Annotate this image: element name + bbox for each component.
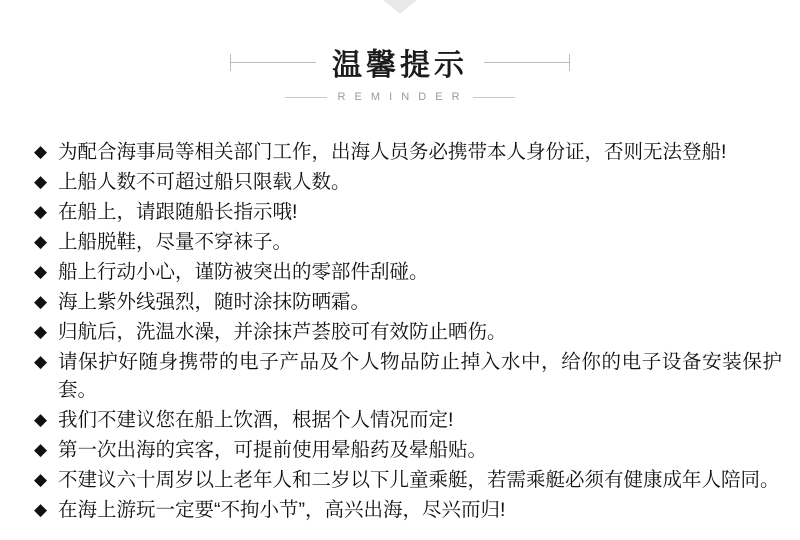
page-title: 温馨提示 <box>332 48 468 83</box>
list-item-text: 请保护好随身携带的电子产品及个人物品防止掉入水中，给你的电子设备安装保护套。 <box>58 351 782 401</box>
reminder-list <box>34 138 782 526</box>
subtitle-row <box>285 91 515 103</box>
list-item <box>34 436 782 464</box>
list-item-text: 在船上，请跟随船长指示哦! <box>58 201 298 223</box>
title-row <box>230 40 570 84</box>
list-item-text: 第一次出海的宾客，可提前使用晕船药及晕船贴。 <box>58 439 488 461</box>
diamond-bullet-icon: ◆ <box>34 262 48 281</box>
diamond-bullet-icon: ◆ <box>34 322 48 341</box>
list-item <box>34 466 782 494</box>
diamond-bullet-icon: ◆ <box>34 410 48 429</box>
page-header <box>0 40 800 103</box>
list-item-text: 上船人数不可超过船只限载人数。 <box>58 171 351 193</box>
diamond-bullet-icon: ◆ <box>34 292 48 311</box>
subtitle-line-right <box>473 97 515 98</box>
diamond-bullet-icon: ◆ <box>34 500 48 519</box>
diamond-bullet-icon: ◆ <box>34 172 48 191</box>
diamond-bullet-icon: ◆ <box>34 352 48 371</box>
list-item-text: 不建议六十周岁以上老年人和二岁以下儿童乘艇，若需乘艇必须有健康成年人陪同。 <box>58 469 780 491</box>
list-item <box>34 288 782 316</box>
diamond-bullet-icon: ◆ <box>34 232 48 251</box>
list-item <box>34 496 782 524</box>
list-item <box>34 228 782 256</box>
list-item-text: 在海上游玩一定要“不拘小节”，高兴出海，尽兴而归! <box>58 499 506 521</box>
list-item <box>34 138 782 166</box>
subtitle-line-left <box>285 97 327 98</box>
title-rule-left <box>230 62 316 63</box>
list-item <box>34 348 782 404</box>
list-item-text: 船上行动小心，谨防被突出的零部件刮碰。 <box>58 261 429 283</box>
list-item-text: 归航后，洗温水澡，并涂抹芦荟胶可有效防止晒伤。 <box>58 321 507 343</box>
list-item <box>34 198 782 226</box>
diamond-bullet-icon: ◆ <box>34 440 48 459</box>
list-item-text: 我们不建议您在船上饮酒，根据个人情况而定! <box>58 409 454 431</box>
list-item-text: 为配合海事局等相关部门工作，出海人员务必携带本人身份证，否则无法登船! <box>58 141 727 163</box>
list-item-text: 上船脱鞋，尽量不穿袜子。 <box>58 231 293 253</box>
diamond-bullet-icon: ◆ <box>34 470 48 489</box>
list-item <box>34 258 782 286</box>
diamond-bullet-icon: ◆ <box>34 142 48 161</box>
title-rule-right <box>484 62 570 63</box>
diamond-bullet-icon: ◆ <box>34 202 48 221</box>
page-subtitle: R E M I N D E R <box>337 91 463 103</box>
top-decorative-arrow <box>383 0 417 14</box>
list-item <box>34 168 782 196</box>
list-item <box>34 318 782 346</box>
list-item-text: 海上紫外线强烈，随时涂抹防晒霜。 <box>58 291 371 313</box>
list-item <box>34 406 782 434</box>
